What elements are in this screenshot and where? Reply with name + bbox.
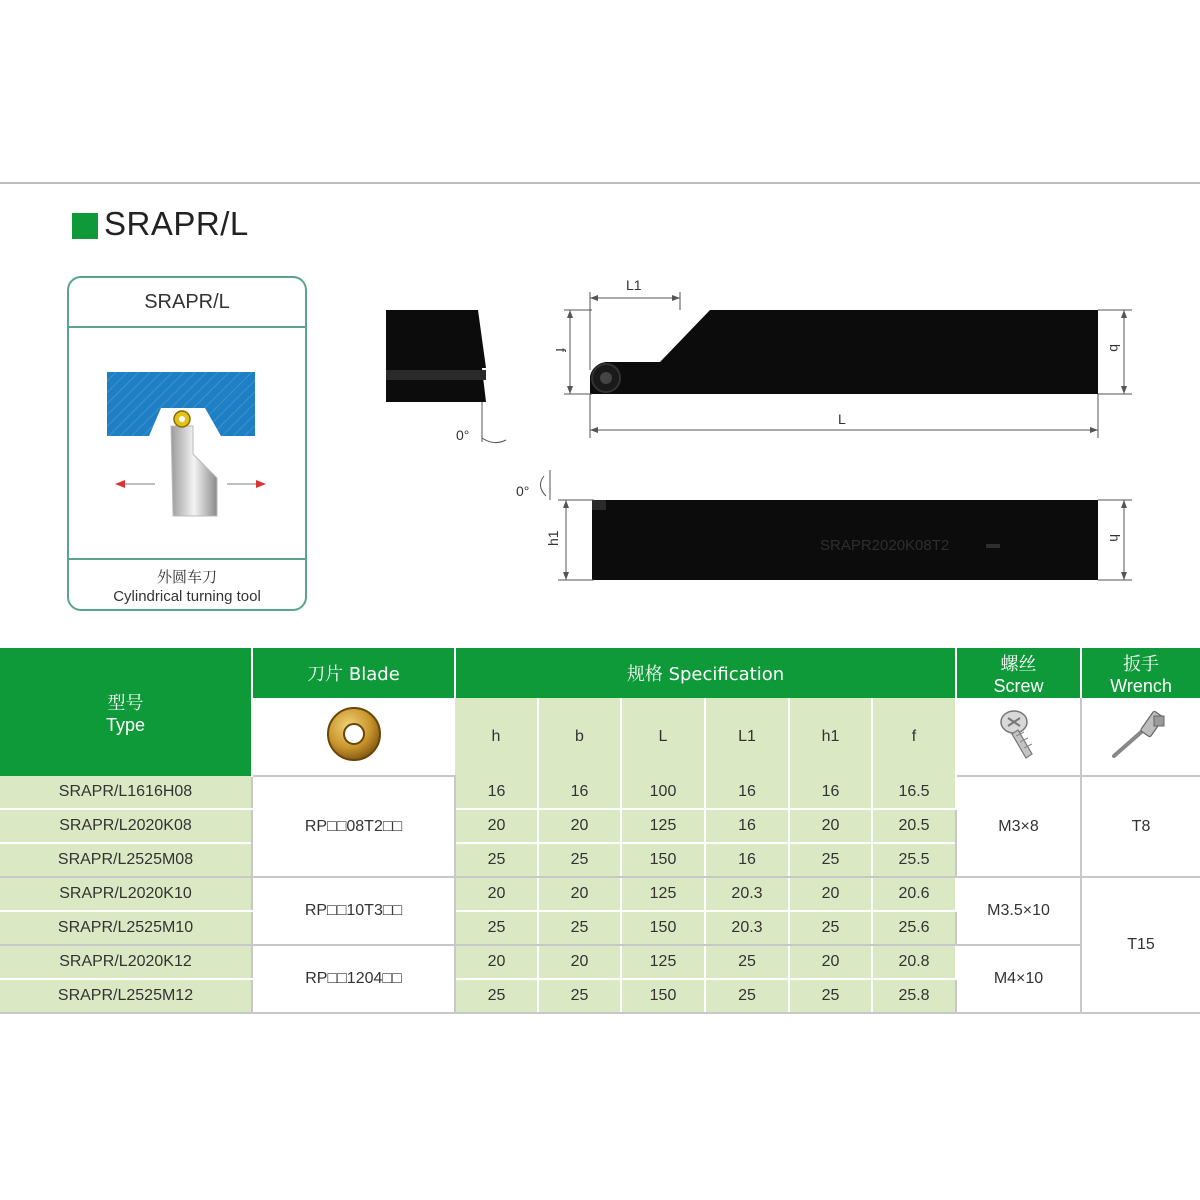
spec-header-label: 规格 Specification [626, 664, 785, 685]
screw-cell: M3.5×10 [956, 877, 1081, 945]
card-caption [69, 558, 305, 611]
table-cell: 20.3 [705, 877, 789, 911]
caption-cn: 外圆车刀 [156, 568, 217, 586]
table-cell: 25 [455, 843, 538, 877]
screw-image-cell [956, 698, 1081, 776]
tool-shank [171, 426, 217, 516]
label-L1: L1 [626, 277, 642, 293]
card-heading: SRAPR/L [69, 278, 305, 328]
wrench-cell: T15 [1081, 877, 1200, 1013]
table-cell: 25.8 [872, 979, 956, 1013]
screw-icon [994, 706, 1044, 762]
table-cell: 25 [538, 911, 621, 945]
title-marker [72, 213, 98, 239]
table-cell: 25 [538, 843, 621, 877]
table-cell: 125 [621, 945, 705, 979]
screw-cell: M4×10 [956, 945, 1081, 1013]
table-cell: 150 [621, 979, 705, 1013]
table-cell: 125 [621, 809, 705, 843]
table-cell: 25 [789, 979, 872, 1013]
table-cell: 20 [538, 877, 621, 911]
insert-icon [322, 702, 386, 766]
blade-header [252, 648, 455, 698]
table-cell: 20 [455, 809, 538, 843]
application-illustration [69, 328, 305, 556]
blade-image-cell [252, 698, 455, 776]
tool-engraving: SRAPR2020K08T2 [820, 537, 950, 554]
col-L: L [621, 698, 705, 776]
table-row-type: SRAPR/L1616H08 [0, 776, 252, 809]
label-h: h [1107, 534, 1123, 542]
application-card [67, 276, 307, 611]
label-h1: h1 [545, 530, 561, 546]
table-cell: 20.5 [872, 809, 956, 843]
table-cell: 16 [705, 843, 789, 877]
table-cell: 20 [455, 877, 538, 911]
table-cell: 100 [621, 776, 705, 809]
table-cell: 20 [789, 945, 872, 979]
table-cell: 20.8 [872, 945, 956, 979]
table-cell: 20.6 [872, 877, 956, 911]
angle-front-label: 0° [456, 427, 470, 443]
table-cell: 25 [705, 979, 789, 1013]
table-cell: 20 [789, 877, 872, 911]
blade-header-label: 刀片 Blade [307, 664, 400, 685]
col-b: b [538, 698, 621, 776]
table-row-type: SRAPR/L2525M10 [0, 911, 252, 945]
type-header [0, 648, 252, 776]
caption-en: Cylindrical turning tool [113, 588, 261, 605]
col-f: f [872, 698, 956, 776]
table-cell: 25 [789, 911, 872, 945]
spec-header [455, 648, 956, 698]
table-cell: 25.5 [872, 843, 956, 877]
spec-table [0, 648, 1200, 1014]
wrench-icon [1108, 706, 1174, 762]
table-cell: 16 [538, 776, 621, 809]
table-cell: 25 [789, 843, 872, 877]
table-cell: 16.5 [872, 776, 956, 809]
label-f: f [553, 348, 569, 352]
wrench-cell: T8 [1081, 776, 1200, 877]
wrench-header [1081, 648, 1200, 698]
table-cell: 25.6 [872, 911, 956, 945]
col-L1: L1 [705, 698, 789, 776]
table-cell: 16 [705, 809, 789, 843]
col-h: h [455, 698, 538, 776]
table-row-type: SRAPR/L2525M08 [0, 843, 252, 877]
label-L: L [838, 411, 846, 427]
table-cell: 20.3 [705, 911, 789, 945]
blade-cell: RP□□08T2□□ [252, 776, 455, 877]
table-cell: 25 [538, 979, 621, 1013]
table-cell: 16 [705, 776, 789, 809]
table-cell: 150 [621, 911, 705, 945]
arrow-right [256, 480, 266, 488]
table-row-type: SRAPR/L2020K10 [0, 877, 252, 911]
col-h1: h1 [789, 698, 872, 776]
blade-cell: RP□□10T3□□ [252, 877, 455, 945]
table-cell: 20 [538, 945, 621, 979]
tool-drawing [360, 270, 1160, 600]
screw-header-en: Screw [993, 675, 1044, 696]
top-view [590, 310, 1098, 394]
top-divider [0, 182, 1200, 184]
table-cell: 125 [621, 877, 705, 911]
angle-side-label: 0° [516, 483, 530, 499]
table-cell: 25 [455, 979, 538, 1013]
table-cell: 20 [789, 809, 872, 843]
table-cell: 20 [538, 809, 621, 843]
type-header-cn: 型号 [107, 692, 144, 714]
table-row-type: SRAPR/L2020K12 [0, 945, 252, 979]
arrow-left [115, 480, 125, 488]
wrench-header-cn: 扳手 [1123, 653, 1160, 675]
screw-header [956, 648, 1081, 698]
page-title: SRAPR/L [104, 205, 249, 242]
wrench-image-cell [1081, 698, 1200, 776]
table-cell: 20 [455, 945, 538, 979]
table-cell: 16 [789, 776, 872, 809]
label-b: b [1107, 344, 1123, 352]
screw-header-cn: 螺丝 [1000, 653, 1037, 675]
table-cell: 150 [621, 843, 705, 877]
table-cell: 25 [455, 911, 538, 945]
table-cell: 25 [705, 945, 789, 979]
front-view [386, 310, 486, 402]
table-row-type: SRAPR/L2525M12 [0, 979, 252, 1013]
wrench-header-en: Wrench [1110, 675, 1172, 696]
blade-cell: RP□□1204□□ [252, 945, 455, 1013]
screw-cell: M3×8 [956, 776, 1081, 877]
table-cell: 16 [455, 776, 538, 809]
type-header-en: Type [105, 714, 146, 735]
table-row-type: SRAPR/L2020K08 [0, 809, 252, 843]
